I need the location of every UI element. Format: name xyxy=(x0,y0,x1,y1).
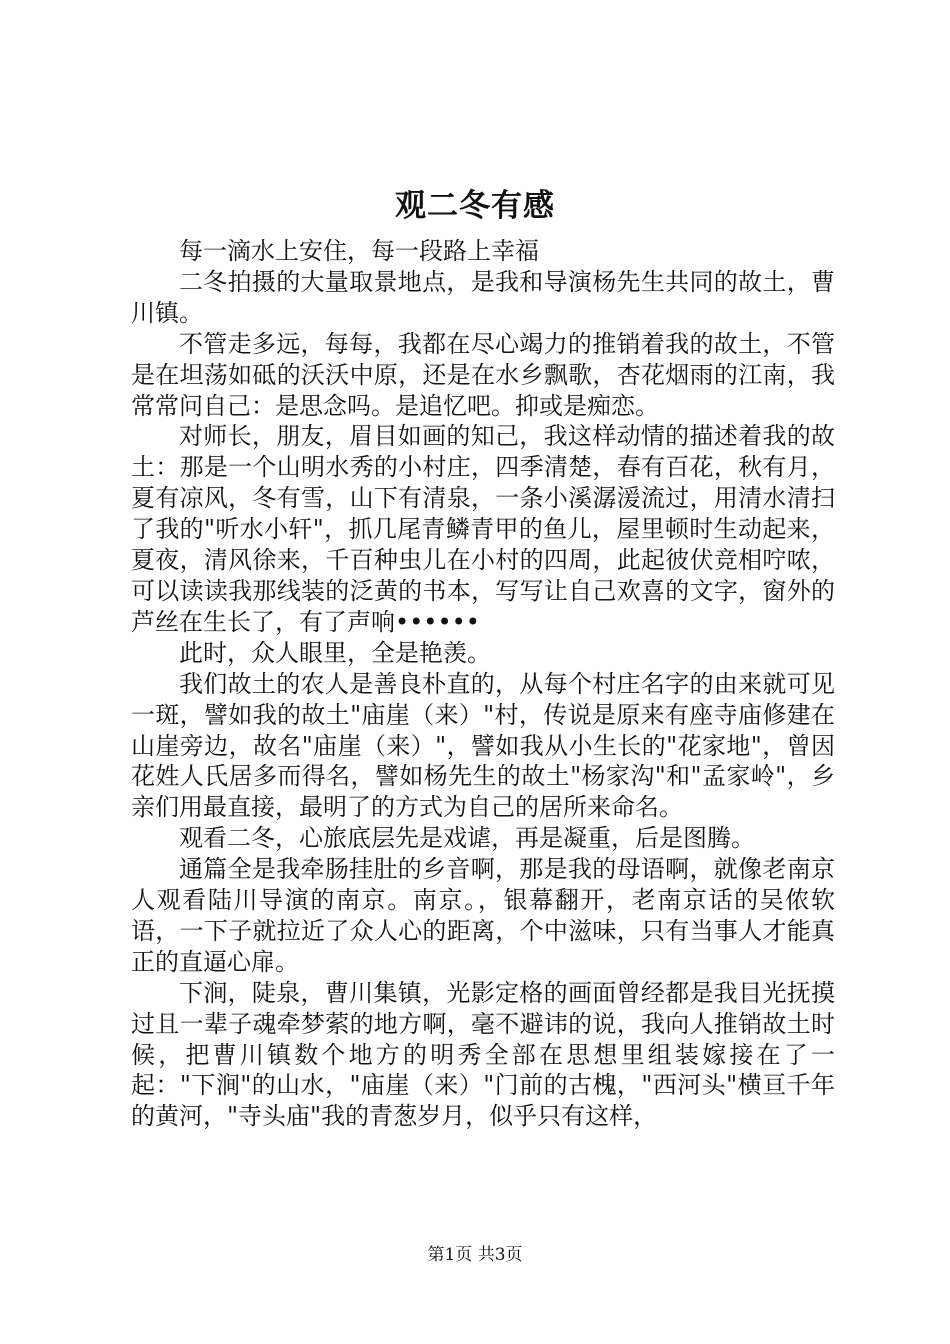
document-body xyxy=(131,236,835,1132)
paragraph: 不管走多远，每每，我都在尽心竭力的推销着我的故土，不管是在坦荡如砥的沃沃中原，还是在水乡飘歌，杏花烟雨的江南，我常常问自己：是思念吗。是追忆吧。抑或是痴恋。 xyxy=(131,329,835,420)
paragraph: 观看二冬，心旅底层先是戏谑，再是凝重，后是图腾。 xyxy=(179,824,755,853)
paragraph: 我们故土的农人是善良朴直的，从每个村庄名字的由来就可见一斑，譬如我的故土"庙崖（来）"村，传说是原来有座寺庙修建在山崖旁边，故名"庙崖（来）"，譬如我从小生长的"花家地"，曾因花姓人氏居多而得名，譬如杨先生的故土"杨家沟"和"孟家岭"，乡亲们用最直接，最明了的方式为自己的居所来命名。 xyxy=(131,669,835,822)
paragraph: 每一滴水上安住，每一段路上幸福 xyxy=(179,237,539,265)
paragraph: 此时，众人眼里，全是艳羡。 xyxy=(179,638,491,667)
paragraph: 对师长，朋友，眉目如画的知己，我这样动情的描述着我的故土：那是一个山明水秀的小村庄，四季清楚，春有百花，秋有月，夏有凉风，冬有雪，山下有清泉，一条小溪潺湲流过，用清水清扫了我的"听水小轩"，抓几尾青鳞青甲的鱼儿，屋里顿时生动起来，夏夜，清风徐来，千百种虫儿在小村的四周，此起彼伏竞相咛哝，可以读读我那线装的泛黄的书本，写写让自己欢喜的文字，窗外的芦丝在生长了，有了声响•••••• xyxy=(131,422,835,636)
paragraph: 二冬拍摄的大量取景地点，是我和导演杨先生共同的故土，曹川镇。 xyxy=(131,267,835,327)
page-footer: 第1页 共3页 xyxy=(427,1245,523,1265)
paragraph: 通篇全是我牵肠挂肚的乡音啊，那是我的母语啊，就像老南京人观看陆川导演的南京。南京。，银幕翻开，老南京话的吴侬软语，一下子就拉近了众人心的距离，个中滋味，只有当事人才能真正的直逼心扉。 xyxy=(131,855,835,976)
document-title: 观二冬有感 xyxy=(395,188,555,224)
paragraph: 下涧，陡泉，曹川集镇，光影定格的画面曾经都是我目光抚摸过且一辈子魂牵梦萦的地方啊，毫不避讳的说，我向人推销故土时候，把曹川镇数个地方的明秀全部在思想里组装嫁接在了一起："下涧"的山水，"庙崖（来）"门前的古槐，"西河头"横亘千年的黄河，"寺头庙"我的青葱岁月，似乎只有这样， xyxy=(131,978,835,1131)
